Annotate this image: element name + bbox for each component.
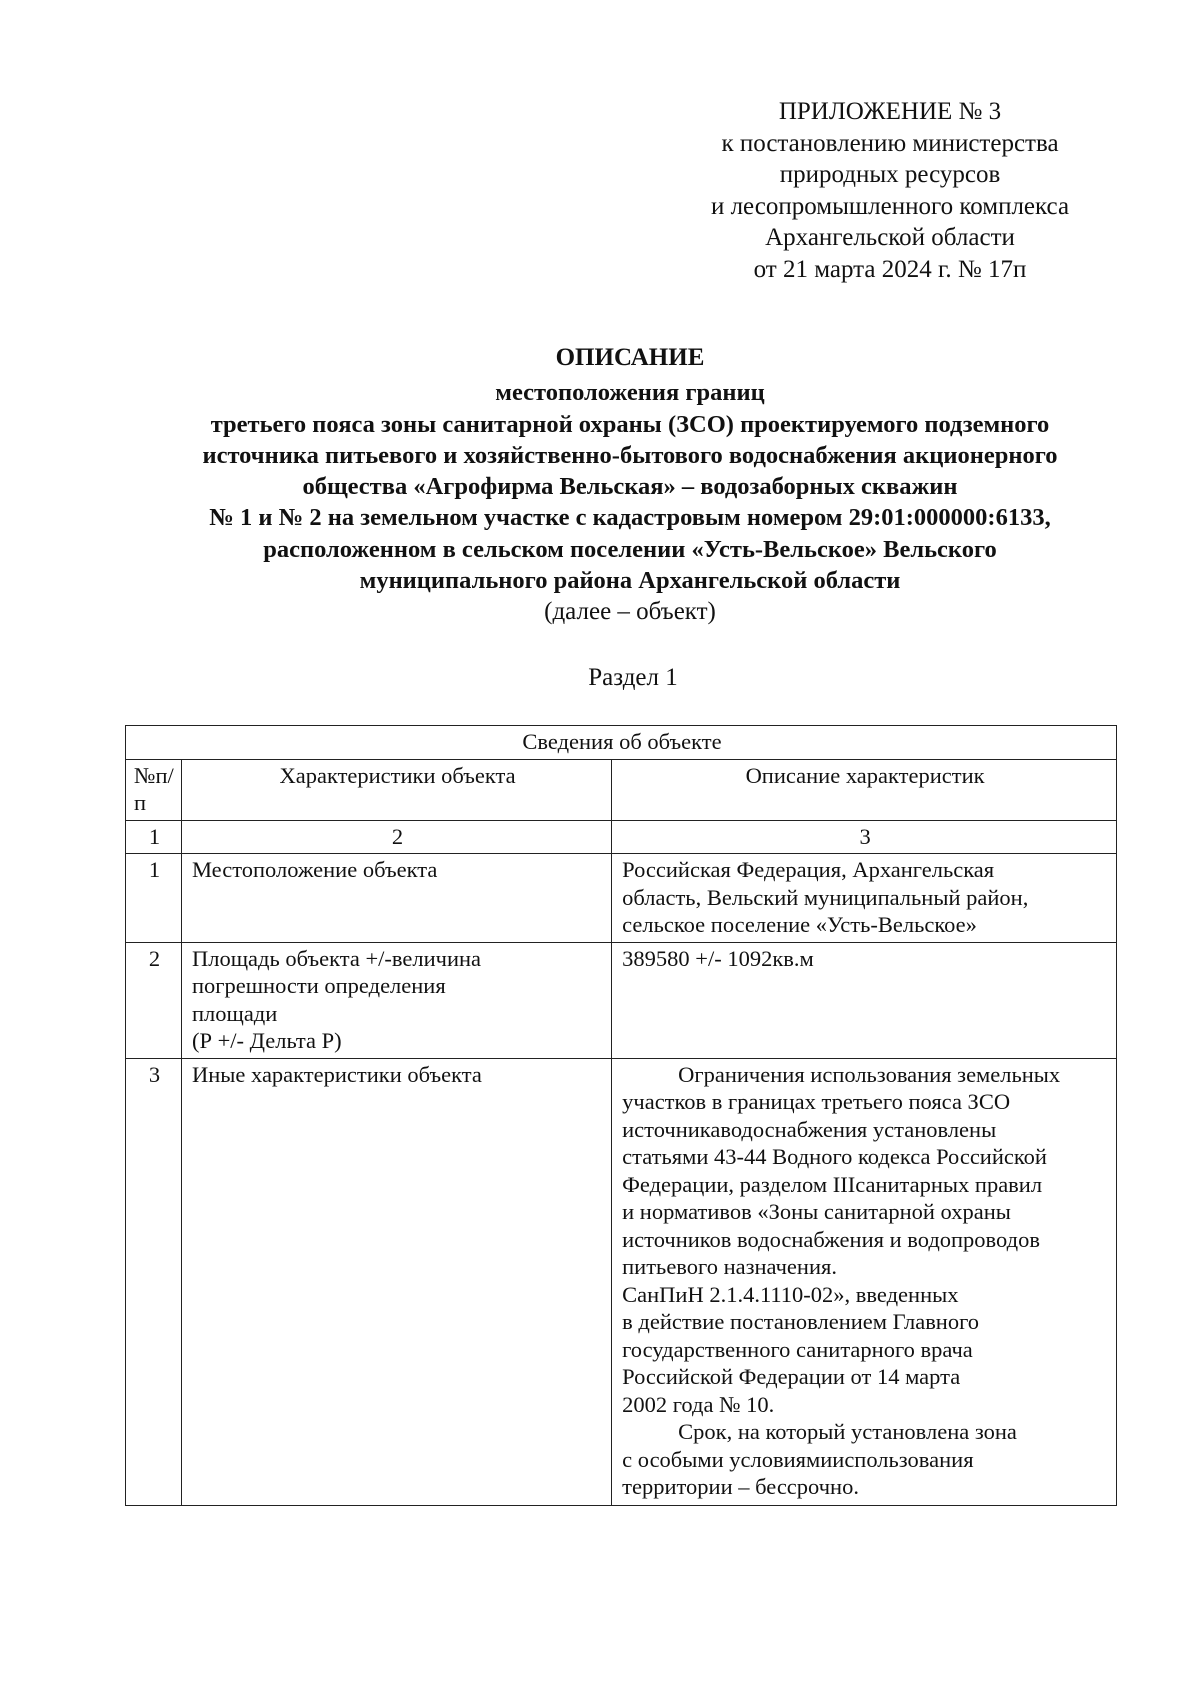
description-line: Российской Федерации от 14 марта [622, 1364, 961, 1389]
heading-line: общества «Агрофирма Вельская» – водозаборных скважин [302, 473, 958, 501]
row-characteristic: Местоположение объекта [181, 854, 611, 943]
row-description [612, 854, 1117, 943]
heading-line: № 1 и № 2 на земельном участке с кадастровым номером 29:01:000000:6133, [209, 504, 1051, 532]
table-caption-row [126, 726, 1117, 760]
appendix-line: ПРИЛОЖЕНИЕ № 3 [778, 98, 1002, 125]
appendix-line: к постановлению министерства [721, 129, 1059, 157]
column-number: 3 [612, 820, 1117, 854]
characteristic-line: погрешности определения [191, 973, 446, 998]
object-info-table [125, 725, 1117, 1506]
row-num: 3 [126, 1058, 182, 1505]
document-heading [60, 342, 1200, 628]
row-description [612, 1058, 1117, 1505]
row-description [612, 942, 1117, 1058]
description-line: 389580 +/- 1092кв.м [622, 945, 814, 971]
description-line: источников водоснабжения и водопроводов [622, 1226, 1040, 1252]
column-numbers-row [126, 820, 1117, 854]
description-line: территории – бессрочно. [622, 1474, 859, 1499]
row-num: 2 [126, 942, 182, 1058]
characteristic-line: Площадь объекта +/-величина [191, 945, 482, 971]
heading-line: источника питьевого и хозяйственно-бытового водоснабжения акционерного [202, 441, 1058, 469]
heading-subtitle: (далее – объект) [544, 598, 716, 626]
description-line: и нормативов «Зоны санитарной охраны [622, 1199, 1011, 1224]
heading-line: третьего пояса зоны санитарной охраны (ЗСО) проектируемого подземного [210, 410, 1050, 438]
description-line: государственного санитарного врача [622, 1336, 973, 1362]
description-line: участков в границах третьего пояса ЗСО [622, 1089, 1011, 1114]
heading-line: расположенном в сельском поселении «Усть-Вельское» Вельского [263, 535, 997, 563]
row-characteristic: Иные характеристики объекта [181, 1058, 611, 1505]
description-line: с особыми условиямииспользования [622, 1446, 974, 1472]
description-line: Российская Федерация, Архангельская [622, 857, 995, 882]
description-line: питьевого назначения. [622, 1254, 837, 1279]
table-caption: Сведения об объекте [126, 726, 1117, 760]
document-title: ОПИСАНИЕ [555, 344, 705, 371]
table-row [126, 1058, 1117, 1505]
description-line: статьями 43-44 Водного кодекса Российской [622, 1144, 1047, 1169]
table-row [126, 942, 1117, 1058]
row-characteristic [181, 942, 611, 1058]
heading-line: муниципального района Архангельской области [359, 567, 901, 595]
heading-line: местоположения границ [495, 379, 765, 407]
table-header-row [126, 759, 1117, 820]
appendix-line: Архангельской области [765, 224, 1015, 251]
header-characteristic: Характеристики объекта [181, 759, 611, 820]
description-line: Ограничения использования земельных [678, 1061, 1061, 1087]
description-line: в действие постановлением Главного [622, 1309, 980, 1334]
description-line: сельское поселение «Усть-Вельское» [622, 912, 977, 937]
characteristic-line: площади [191, 1000, 278, 1026]
appendix-line: природных ресурсов [779, 161, 1001, 188]
appendix-block [660, 96, 1120, 285]
characteristic-line: (Р +/- Дельта Р) [191, 1028, 342, 1053]
column-number: 2 [181, 820, 611, 854]
appendix-line: от 21 марта 2024 г. № 17п [753, 255, 1027, 283]
description-line: Срок, на который установлена зона [678, 1419, 1017, 1444]
description-line: СанПиН 2.1.4.1110-02», введенных [622, 1281, 959, 1307]
section-label: Раздел 1 [588, 664, 678, 691]
row-num: 1 [126, 854, 182, 943]
description-line: Федерации, разделом IIIсанитарных правил [622, 1171, 1043, 1197]
column-number: 1 [126, 820, 182, 854]
table-row [126, 854, 1117, 943]
description-line: 2002 года № 10. [622, 1391, 775, 1417]
description-line: область, Вельский муниципальный район, [622, 884, 1029, 910]
description-line: источникаводоснабжения установлены [622, 1116, 997, 1142]
header-description: Описание характеристик [612, 759, 1117, 820]
appendix-line: и лесопромышленного комплекса [710, 192, 1070, 220]
header-num: №п/п [126, 759, 182, 820]
